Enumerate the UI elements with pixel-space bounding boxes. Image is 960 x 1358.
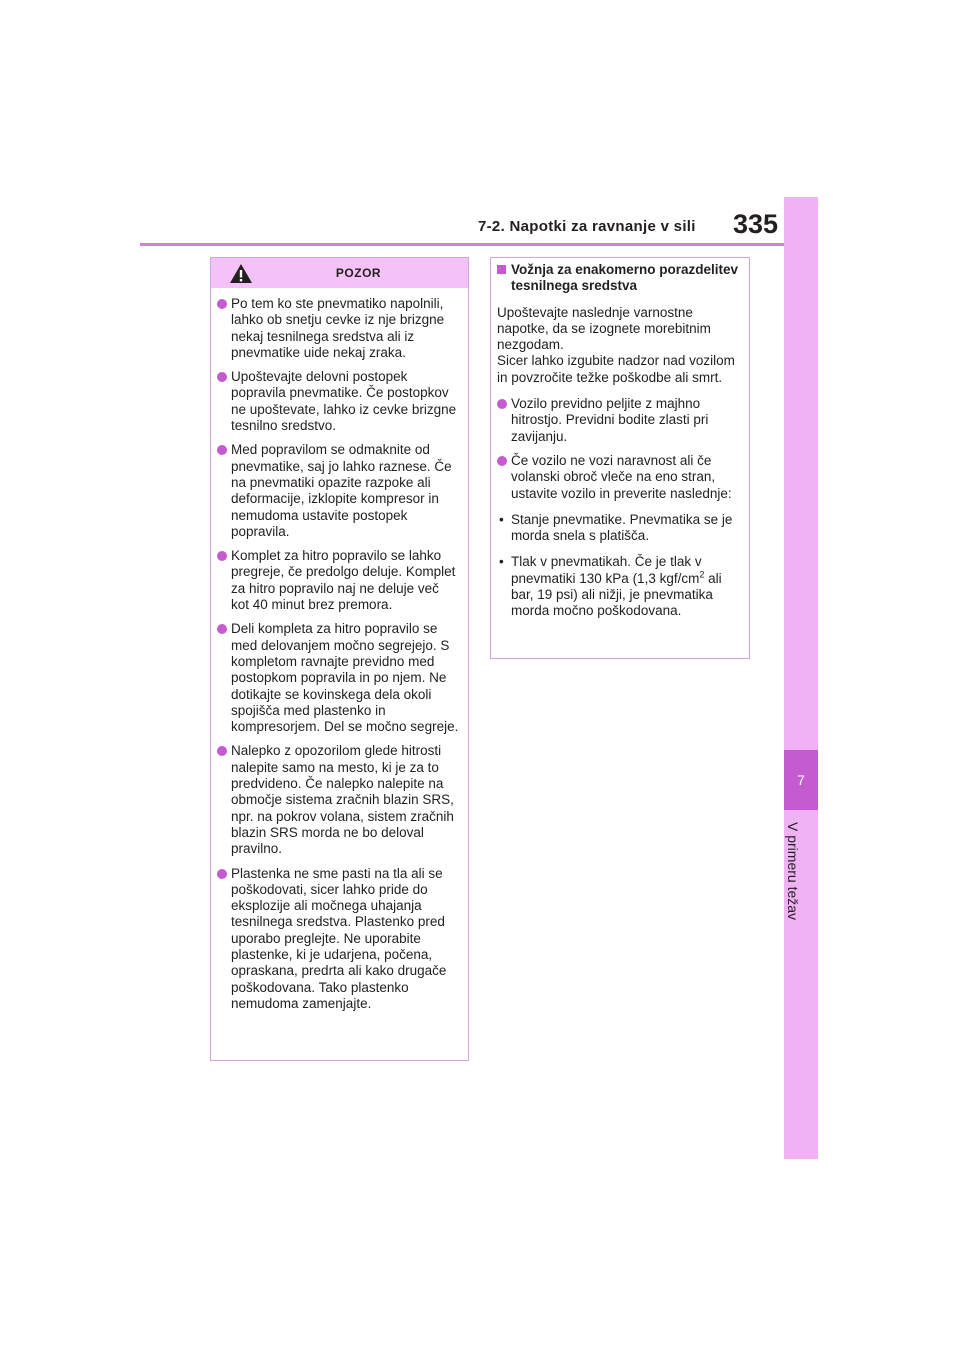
caution-list xyxy=(211,296,468,1012)
intro-paragraph: Upoštevajte naslednje varnostne napotke, da se izognete morebitnim nezgodam. Sicer lahko izgubite nadzor nad vozilom in povzročite težke poškodbe ali smrt. xyxy=(497,304,735,385)
caution-header xyxy=(211,258,468,288)
bullet-dot-icon xyxy=(497,456,507,466)
page-number: 335 xyxy=(733,209,779,239)
info-item: Če vozilo ne vozi naravnost ali če volanski obroč vleče na eno stran, ustavite vozilo in preverite naslednje: xyxy=(497,453,741,502)
driving-info-content xyxy=(491,258,749,620)
small-bullet-icon: • xyxy=(499,511,504,527)
section-title: 7-2. Napotki za ravnanje v sili xyxy=(478,218,696,235)
caution-title: POZOR xyxy=(335,266,382,280)
bullet-dot-icon xyxy=(217,299,227,309)
bullet-dot-icon xyxy=(497,399,507,409)
info-item: Vozilo previdno peljite z majhno hitrostjo. Previdni bodite zlasti pri zavijanju. xyxy=(497,396,741,445)
bullet-dot-icon xyxy=(217,551,227,561)
caution-item: Komplet za hitro popravilo se lahko pregreje, če predolgo deluje. Komplet za hitro popravilo naj ne deluje več kot 40 minut brez premora. xyxy=(217,548,460,613)
caution-item: Plastenka ne sme pasti na tla ali se poškodovati, sicer lahko pride do eksplozije ali močnega uhajanja tesnilnega sredstva. Plastenko pred uporabo preglejte. Ne uporabite plastenke, ki je udarjena, počena, opraskana, predrta ali kako drugače poškodovana. Tako plastenko nemudoma zamenjajte. xyxy=(217,866,460,1013)
bullet-dot-icon xyxy=(217,624,227,634)
caution-item: Med popravilom se odmaknite od pnevmatike, saj jo lahko raznese. Če na pnevmatiki opazite razpoke ali deformacije, izklopite kompresor in nemudoma ustavite postopek popravila. xyxy=(217,442,460,540)
square-bullet-icon xyxy=(497,265,506,274)
caution-box xyxy=(210,257,469,1061)
bullet-dot-icon xyxy=(217,445,227,455)
caution-item: Upoštevajte delovni postopek popravila pnevmatike. Če postopkov ne upoštevate, lahko iz cevke brizgne tesnilno sredstvo. xyxy=(217,369,460,434)
chapter-number-tab[interactable]: 7 xyxy=(784,750,818,810)
chapter-title: V primeru težav xyxy=(785,822,801,921)
bullet-dot-icon xyxy=(217,869,227,879)
section-heading: Vožnja za enakomerno porazdelitev tesnilnega sredstva xyxy=(497,262,741,295)
header-rule xyxy=(140,243,785,246)
warning-triangle-icon xyxy=(229,263,253,284)
caution-item: Po tem ko ste pnevmatiko napolnili, lahko ob snetju cevke iz nje brizgne nekaj tesnilnega sredstva ali iz pnevmatike uide nekaj zraka. xyxy=(217,296,460,361)
small-bullet-icon: • xyxy=(499,554,504,570)
check-item: • Tlak v pnevmatikah. Če je tlak v pnevmatiki 130 kPa (1,3 kgf/$cm^2$ ali bar, 19 psi) ali nižji, je pnevmatika morda močno poškodovana. xyxy=(499,554,722,619)
bullet-dot-icon xyxy=(217,372,227,382)
bullet-dot-icon xyxy=(217,746,227,756)
driving-info-box xyxy=(490,257,750,659)
caution-item: Deli kompleta za hitro popravilo se med delovanjem močno segrejejo. S kompletom ravnajte previdno med postopkom popravila in po njem. Ne dotikajte se kovinskega dela okoli spojišča med plastenko in kompresorjem. Del se močno segreje. xyxy=(217,621,460,735)
side-tab xyxy=(784,197,818,1159)
check-item: • Stanje pnevmatike. Pnevmatika se je morda snela s platišča. xyxy=(499,511,733,544)
caution-item: Nalepko z opozorilom glede hitrosti nalepite samo na mesto, ki je za to predvideno. Če nalepko nalepite na območje sistema zračnih blazin SRS, npr. na pokrov volana, sistem zračnih blazin SRS morda ne bo deloval pravilno. xyxy=(217,743,460,857)
